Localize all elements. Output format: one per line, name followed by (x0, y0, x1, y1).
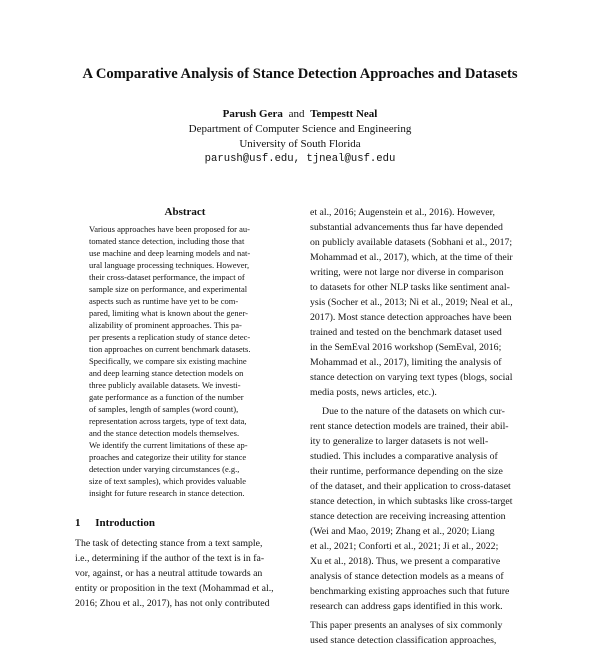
text-line: Mohammad et al., 2017), which, at the time of their (310, 252, 513, 263)
author-emails: parush@usf.edu, tjneal@usf.edu (204, 153, 396, 165)
text-line: detection under varying circumstances (e.g., (89, 464, 240, 474)
text-line: tomated stance detection, including those that (89, 236, 245, 246)
text-line: ity to generalize to larger datasets is not well- (310, 436, 489, 447)
paragraph-3 (310, 618, 532, 648)
abstract-heading: Abstract (164, 206, 206, 218)
text-line: (Wei and Mao, 2019; Zhang et al., 2020; Liang (310, 526, 495, 537)
text-line: of samples, length of samples (word count), (89, 404, 239, 414)
text-line: aspects such as runtime have yet to be com- (89, 296, 239, 306)
text-line: and deep learning stance detection models on (89, 368, 244, 378)
text-line: trained and tested on the benchmark dataset used (310, 327, 502, 338)
text-line: used stance detection classification approaches, (310, 635, 497, 646)
affiliation: Department of Computer Science and Engineering (188, 123, 412, 135)
text-line: of the dataset, and their application to cross-dataset (310, 481, 511, 492)
text-line: their cross-dataset performance, the impact of (89, 272, 245, 282)
author-names (0, 107, 600, 122)
text-line: substantial advancements thus far have depended (310, 222, 503, 233)
text-line: i.e., determining if the author of the text is in fa- (75, 553, 265, 564)
text-line: to datasets for other NLP tasks like sentiment anal- (310, 282, 510, 293)
text-line: and the stance detection models themselves. (89, 428, 240, 438)
paragraph-2 (310, 404, 532, 614)
university: University of South Florida (239, 138, 361, 150)
abstract-text (89, 223, 281, 499)
text-line: Various approaches have been proposed for au- (89, 224, 250, 234)
author-2: Tempestt Neal (310, 108, 378, 120)
author-block (0, 107, 600, 167)
text-line: Specifically, we compare six existing machine (89, 356, 247, 366)
text-line: Xu et al., 2018). Thus, we present a comparative (310, 556, 501, 567)
text-line: studied. This includes a comparative analysis of (310, 451, 498, 462)
text-line: 2016; Zhou et al., 2017), has not only contributed (75, 598, 270, 609)
text-line: et al., 2016; Augenstein et al., 2016). However, (310, 207, 495, 218)
text-line: entity or proposition in the text (Mohammad et al., (75, 583, 274, 594)
text-line: media posts, news articles, etc.). (310, 387, 437, 398)
text-line: ysis (Socher et al., 2013; Ni et al., 2019; Neal et al., (310, 297, 513, 308)
text-line: tion approaches on current benchmark datasets. (89, 344, 251, 354)
text-line: rent stance detection models are trained, their abil- (310, 421, 509, 432)
text-line: their runtime, performance depending on the size (310, 466, 503, 477)
text-line: use machine and deep learning models and nat- (89, 248, 251, 258)
text-line: research can address gaps identified in this work. (310, 601, 503, 612)
text-line: vor, against, or has a neutral attitude towards an (75, 568, 263, 579)
text-line: stance detection, in which subtasks like cross-target (310, 496, 513, 507)
text-line: alizability of prominent approaches. This pa- (89, 320, 242, 330)
text-line: 2017). Most stance detection approaches have been (310, 312, 512, 323)
author-conjunction: and (288, 108, 305, 120)
text-line: size of text samples), which provides valuable (89, 476, 246, 486)
text-line: per presents a replication study of stance detec- (89, 332, 251, 342)
text-line: Mohammad et al., 2017), limiting the analysis of (310, 357, 502, 368)
section-title: Introduction (95, 517, 155, 529)
text-line: ural language processing techniques. However, (89, 260, 250, 270)
section-heading-introduction (75, 517, 155, 529)
paper-title: A Comparative Analysis of Stance Detection Approaches and Datasets (82, 66, 518, 82)
text-line: The task of detecting stance from a text sample, (75, 538, 263, 549)
text-line: gate performance as a function of the number (89, 392, 244, 402)
text-line: This paper presents an analyses of six commonly (310, 620, 503, 631)
text-line: three publicly available datasets. We investi- (89, 380, 241, 390)
text-line: We identify the current limitations of these ap- (89, 440, 248, 450)
text-line: proaches and categorize their utility for stance (89, 452, 247, 462)
text-line: stance detection on varying text types (blogs, social (310, 372, 513, 383)
text-line: in the SemEval 2016 workshop (SemEval, 2016; (310, 342, 502, 353)
paragraph-1 (310, 205, 532, 400)
text-line: sample size on performance, and experimental (89, 284, 248, 294)
text-line: writing, were not large nor diverse in comparison (310, 267, 504, 278)
text-line: insight for future research in stance detection. (89, 488, 245, 498)
text-line: representation across targets, type of text data, (89, 416, 247, 426)
text-line: et al., 2021; Conforti et al., 2021; Ji et al., 2022; (310, 541, 499, 552)
author-1: Parush Gera (222, 108, 283, 120)
text-line: analysis of stance detection models as a means of (310, 571, 504, 582)
text-line: benchmarking existing approaches such that future (310, 586, 510, 597)
right-column (310, 205, 532, 652)
text-line: pared, limiting what is known about the gener- (89, 308, 248, 318)
text-line: Due to the nature of the datasets on which cur- (322, 406, 505, 417)
section-number: 1 (75, 517, 81, 529)
text-line: stance detection are receiving increasing attention (310, 511, 506, 522)
text-line: on publicly available datasets (Sobhani et al., 2017; (310, 237, 513, 248)
